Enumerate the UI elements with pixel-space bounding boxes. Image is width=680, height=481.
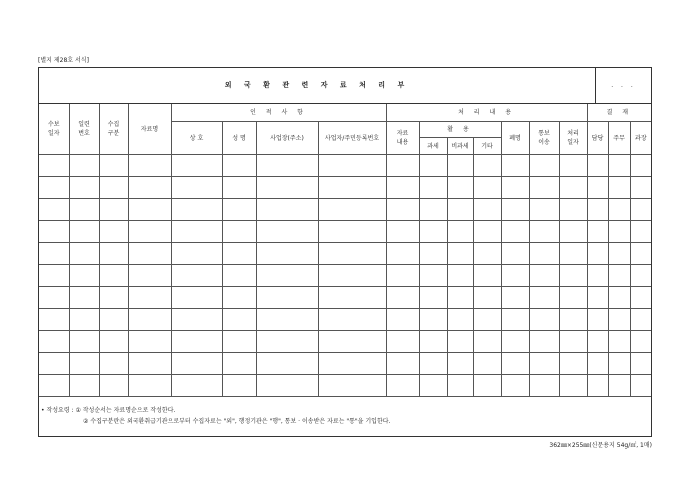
table-cell[interactable] (128, 221, 171, 243)
table-cell[interactable] (318, 375, 386, 397)
table-cell[interactable] (222, 243, 256, 265)
table-cell[interactable] (630, 375, 651, 397)
table-cell[interactable] (222, 265, 256, 287)
table-cell[interactable] (39, 287, 69, 309)
table-cell[interactable] (559, 199, 587, 221)
table-cell[interactable] (318, 265, 386, 287)
table-cell[interactable] (529, 199, 559, 221)
table-cell[interactable] (171, 375, 222, 397)
header-material-name: 자료명 (128, 104, 171, 155)
table-cell[interactable] (222, 287, 256, 309)
table-cell[interactable] (608, 199, 630, 221)
instruction-line-1: • 작성요령 : ① 작성순서는 자료명순으로 작성한다. (41, 407, 176, 414)
table-cell[interactable] (501, 287, 529, 309)
table-cell[interactable] (559, 375, 587, 397)
instructions (41, 405, 390, 427)
table-cell[interactable] (39, 375, 69, 397)
table-cell[interactable] (386, 177, 419, 199)
table-cell[interactable] (447, 287, 473, 309)
table-cell[interactable] (222, 331, 256, 353)
table-cell[interactable] (587, 243, 608, 265)
header-approval: 결 재 (587, 104, 651, 122)
table-cell[interactable] (69, 353, 99, 375)
table-cell[interactable] (447, 155, 473, 177)
table-cell[interactable] (587, 375, 608, 397)
table-cell[interactable] (501, 177, 529, 199)
table-cell[interactable] (501, 199, 529, 221)
table-cell[interactable] (559, 243, 587, 265)
table-cell[interactable] (501, 353, 529, 375)
table-cell[interactable] (419, 155, 447, 177)
header-serial-no: 일련 번호 (69, 104, 99, 155)
header-material-content: 자료 내용 (386, 122, 419, 155)
table-cell[interactable] (587, 353, 608, 375)
header-usage: 활 용 (419, 122, 501, 138)
table-cell[interactable] (473, 265, 501, 287)
table-cell[interactable] (559, 353, 587, 375)
table-cell[interactable] (630, 199, 651, 221)
table-cell[interactable] (630, 265, 651, 287)
header-personal-info: 인 적 사 항 (171, 104, 386, 122)
table-cell[interactable] (69, 287, 99, 309)
table-cell[interactable] (630, 177, 651, 199)
table-cell[interactable] (256, 265, 318, 287)
table-cell[interactable] (99, 265, 128, 287)
form-frame (38, 67, 652, 437)
table-cell[interactable] (473, 199, 501, 221)
table-cell[interactable] (587, 331, 608, 353)
table-row (39, 221, 651, 243)
table-cell[interactable] (318, 331, 386, 353)
table-cell[interactable] (99, 177, 128, 199)
table-cell[interactable] (256, 177, 318, 199)
table-cell[interactable] (419, 265, 447, 287)
header-person-name: 성 명 (222, 122, 256, 155)
table-cell[interactable] (171, 353, 222, 375)
table-cell[interactable] (501, 331, 529, 353)
table-cell[interactable] (559, 177, 587, 199)
table-cell[interactable] (69, 155, 99, 177)
table-cell[interactable] (559, 331, 587, 353)
header-collect-type: 수집 구분 (99, 104, 128, 155)
table-cell[interactable] (473, 287, 501, 309)
table-cell[interactable] (222, 375, 256, 397)
table-cell[interactable] (39, 331, 69, 353)
table-cell[interactable] (128, 353, 171, 375)
table-cell[interactable] (386, 287, 419, 309)
table-cell[interactable] (318, 353, 386, 375)
table-cell[interactable] (587, 199, 608, 221)
table-cell[interactable] (128, 331, 171, 353)
table-cell[interactable] (318, 243, 386, 265)
table-cell[interactable] (501, 375, 529, 397)
table-cell[interactable] (529, 155, 559, 177)
table-cell[interactable] (222, 309, 256, 331)
table-cell[interactable] (630, 243, 651, 265)
table-cell[interactable] (447, 243, 473, 265)
header-notify-transfer: 통보 이송 (529, 122, 559, 155)
header-officer: 담당 (587, 122, 608, 155)
table-cell[interactable] (419, 287, 447, 309)
table-row (39, 243, 651, 265)
table-cell[interactable] (99, 375, 128, 397)
table-cell[interactable] (608, 375, 630, 397)
table-cell[interactable] (171, 265, 222, 287)
table-cell[interactable] (419, 309, 447, 331)
table-cell[interactable] (39, 265, 69, 287)
table-body (39, 155, 651, 397)
table-row (39, 199, 651, 221)
table-cell[interactable] (39, 177, 69, 199)
table-cell[interactable] (69, 221, 99, 243)
table-cell[interactable] (587, 265, 608, 287)
table-cell[interactable] (559, 265, 587, 287)
table-cell[interactable] (473, 155, 501, 177)
table-cell[interactable] (69, 375, 99, 397)
table-cell[interactable] (608, 243, 630, 265)
table-cell[interactable] (222, 177, 256, 199)
table-cell[interactable] (222, 353, 256, 375)
table-cell[interactable] (386, 353, 419, 375)
table-cell[interactable] (529, 309, 559, 331)
table-cell[interactable] (39, 243, 69, 265)
header-taxed: 과세 (419, 138, 447, 155)
table-cell[interactable] (128, 155, 171, 177)
table-cell[interactable] (447, 375, 473, 397)
table-cell[interactable] (256, 287, 318, 309)
table-cell[interactable] (529, 353, 559, 375)
table-cell[interactable] (386, 221, 419, 243)
table-cell[interactable] (630, 155, 651, 177)
table-cell[interactable] (386, 309, 419, 331)
instruction-line-2: ② 수집구분란은 외국환취급기관으로부터 수집자료는 "외", 행정기관은 "행", 통보 · 이송받은 자료는 "통"을 기입한다. (83, 418, 391, 425)
table-row (39, 353, 651, 375)
table-cell[interactable] (473, 221, 501, 243)
table-cell[interactable] (171, 331, 222, 353)
title-bar (39, 68, 651, 104)
header-process-content: 처 리 내 용 (386, 104, 587, 122)
record-table (39, 104, 651, 397)
table-cell[interactable] (171, 309, 222, 331)
table-cell[interactable] (256, 309, 318, 331)
table-cell[interactable] (318, 221, 386, 243)
table-cell[interactable] (559, 287, 587, 309)
table-cell[interactable] (99, 309, 128, 331)
table-cell[interactable] (529, 265, 559, 287)
table-row (39, 309, 651, 331)
table-cell[interactable] (69, 331, 99, 353)
table-cell[interactable] (559, 309, 587, 331)
table-cell[interactable] (529, 375, 559, 397)
table-cell[interactable] (529, 331, 559, 353)
form-title: 외 국 환 관 련 자 료 처 리 부 (224, 81, 410, 89)
table-cell[interactable] (587, 221, 608, 243)
table-cell[interactable] (39, 199, 69, 221)
paper-spec: 362㎜×255㎜(신문용지 54g/㎡, 1매) (549, 442, 652, 449)
table-cell[interactable] (529, 287, 559, 309)
table-cell[interactable] (222, 221, 256, 243)
table-cell[interactable] (99, 331, 128, 353)
header-reg-no: 사업자/주민등록번호 (318, 122, 386, 155)
header-non-taxed: 비과세 (447, 138, 473, 155)
table-cell[interactable] (39, 353, 69, 375)
table-cell[interactable] (473, 331, 501, 353)
table-cell[interactable] (386, 199, 419, 221)
table-cell[interactable] (99, 353, 128, 375)
table-cell[interactable] (501, 309, 529, 331)
table-cell[interactable] (419, 199, 447, 221)
table-cell[interactable] (447, 199, 473, 221)
table-cell[interactable] (128, 243, 171, 265)
table-cell[interactable] (99, 155, 128, 177)
table-cell[interactable] (386, 155, 419, 177)
table-cell[interactable] (171, 243, 222, 265)
table-cell[interactable] (99, 221, 128, 243)
table-cell[interactable] (501, 221, 529, 243)
table-cell[interactable] (587, 287, 608, 309)
table-cell[interactable] (473, 375, 501, 397)
table-cell[interactable] (630, 221, 651, 243)
table-cell[interactable] (69, 199, 99, 221)
table-cell[interactable] (529, 221, 559, 243)
table-cell[interactable] (318, 177, 386, 199)
table-cell[interactable] (419, 243, 447, 265)
table-cell[interactable] (608, 353, 630, 375)
table-cell[interactable] (630, 309, 651, 331)
table-cell[interactable] (171, 199, 222, 221)
table-cell[interactable] (256, 199, 318, 221)
table-cell[interactable] (608, 221, 630, 243)
table-cell[interactable] (501, 265, 529, 287)
table-cell[interactable] (318, 309, 386, 331)
table-cell[interactable] (39, 155, 69, 177)
table-cell[interactable] (99, 287, 128, 309)
table-cell[interactable] (473, 243, 501, 265)
table-cell[interactable] (529, 177, 559, 199)
table-cell[interactable] (447, 331, 473, 353)
header-business-addr: 사업장(주소) (256, 122, 318, 155)
table-cell[interactable] (256, 353, 318, 375)
table-cell[interactable] (171, 221, 222, 243)
table-cell[interactable] (222, 155, 256, 177)
table-cell[interactable] (608, 309, 630, 331)
header-chief: 주무 (608, 122, 630, 155)
table-cell[interactable] (256, 221, 318, 243)
table-cell[interactable] (386, 375, 419, 397)
table-cell[interactable] (128, 375, 171, 397)
table-row (39, 331, 651, 353)
table-cell[interactable] (39, 221, 69, 243)
table-cell[interactable] (587, 309, 608, 331)
table-cell[interactable] (99, 243, 128, 265)
table-cell[interactable] (171, 155, 222, 177)
table-cell[interactable] (447, 353, 473, 375)
table-cell[interactable] (419, 353, 447, 375)
header-receive-date: 수보 일자 (39, 104, 69, 155)
table-cell[interactable] (256, 243, 318, 265)
header-process-date: 처리 일자 (559, 122, 587, 155)
table-cell[interactable] (69, 309, 99, 331)
table-cell[interactable] (99, 199, 128, 221)
table-cell[interactable] (128, 287, 171, 309)
table-cell[interactable] (318, 155, 386, 177)
table-cell[interactable] (608, 177, 630, 199)
table-row (39, 265, 651, 287)
table-cell[interactable] (419, 221, 447, 243)
table-cell[interactable] (256, 331, 318, 353)
table-cell[interactable] (501, 243, 529, 265)
table-cell[interactable] (386, 243, 419, 265)
table-cell[interactable] (473, 353, 501, 375)
table-cell[interactable] (69, 177, 99, 199)
table-cell[interactable] (256, 375, 318, 397)
table-cell[interactable] (447, 265, 473, 287)
table-cell[interactable] (128, 177, 171, 199)
table-cell[interactable] (128, 309, 171, 331)
table-cell[interactable] (222, 199, 256, 221)
table-cell[interactable] (171, 287, 222, 309)
table-cell[interactable] (473, 309, 501, 331)
table-row (39, 155, 651, 177)
table-cell[interactable] (318, 199, 386, 221)
table-cell[interactable] (447, 177, 473, 199)
header-discard: 폐명 (501, 122, 529, 155)
table-cell[interactable] (559, 155, 587, 177)
table-cell[interactable] (419, 177, 447, 199)
table-cell[interactable] (630, 287, 651, 309)
table-cell[interactable] (128, 199, 171, 221)
table-cell[interactable] (608, 155, 630, 177)
table-cell[interactable] (447, 309, 473, 331)
table-cell[interactable] (587, 155, 608, 177)
table-cell[interactable] (386, 331, 419, 353)
table-row (39, 375, 651, 397)
table-cell[interactable] (69, 243, 99, 265)
table-row (39, 177, 651, 199)
table-cell[interactable] (447, 221, 473, 243)
table-cell[interactable] (419, 375, 447, 397)
header-section-head: 과장 (630, 122, 651, 155)
table-cell[interactable] (473, 177, 501, 199)
table-cell[interactable] (39, 309, 69, 331)
table-cell[interactable] (608, 331, 630, 353)
header-trade-name: 상 호 (171, 122, 222, 155)
table-cell[interactable] (171, 177, 222, 199)
table-cell[interactable] (529, 243, 559, 265)
date-field[interactable]: . . . (595, 68, 651, 103)
table-cell[interactable] (419, 331, 447, 353)
header-other: 기타 (473, 138, 501, 155)
table-cell[interactable] (128, 265, 171, 287)
table-cell[interactable] (630, 331, 651, 353)
table-cell[interactable] (386, 265, 419, 287)
table-cell[interactable] (501, 155, 529, 177)
table-cell[interactable] (256, 155, 318, 177)
table-cell[interactable] (630, 353, 651, 375)
table-cell[interactable] (608, 265, 630, 287)
form-caption: [별지 제28호 서식] (38, 57, 89, 64)
table-cell[interactable] (608, 287, 630, 309)
table-cell[interactable] (587, 177, 608, 199)
table-cell[interactable] (69, 265, 99, 287)
table-row (39, 287, 651, 309)
table-cell[interactable] (559, 221, 587, 243)
table-cell[interactable] (318, 287, 386, 309)
